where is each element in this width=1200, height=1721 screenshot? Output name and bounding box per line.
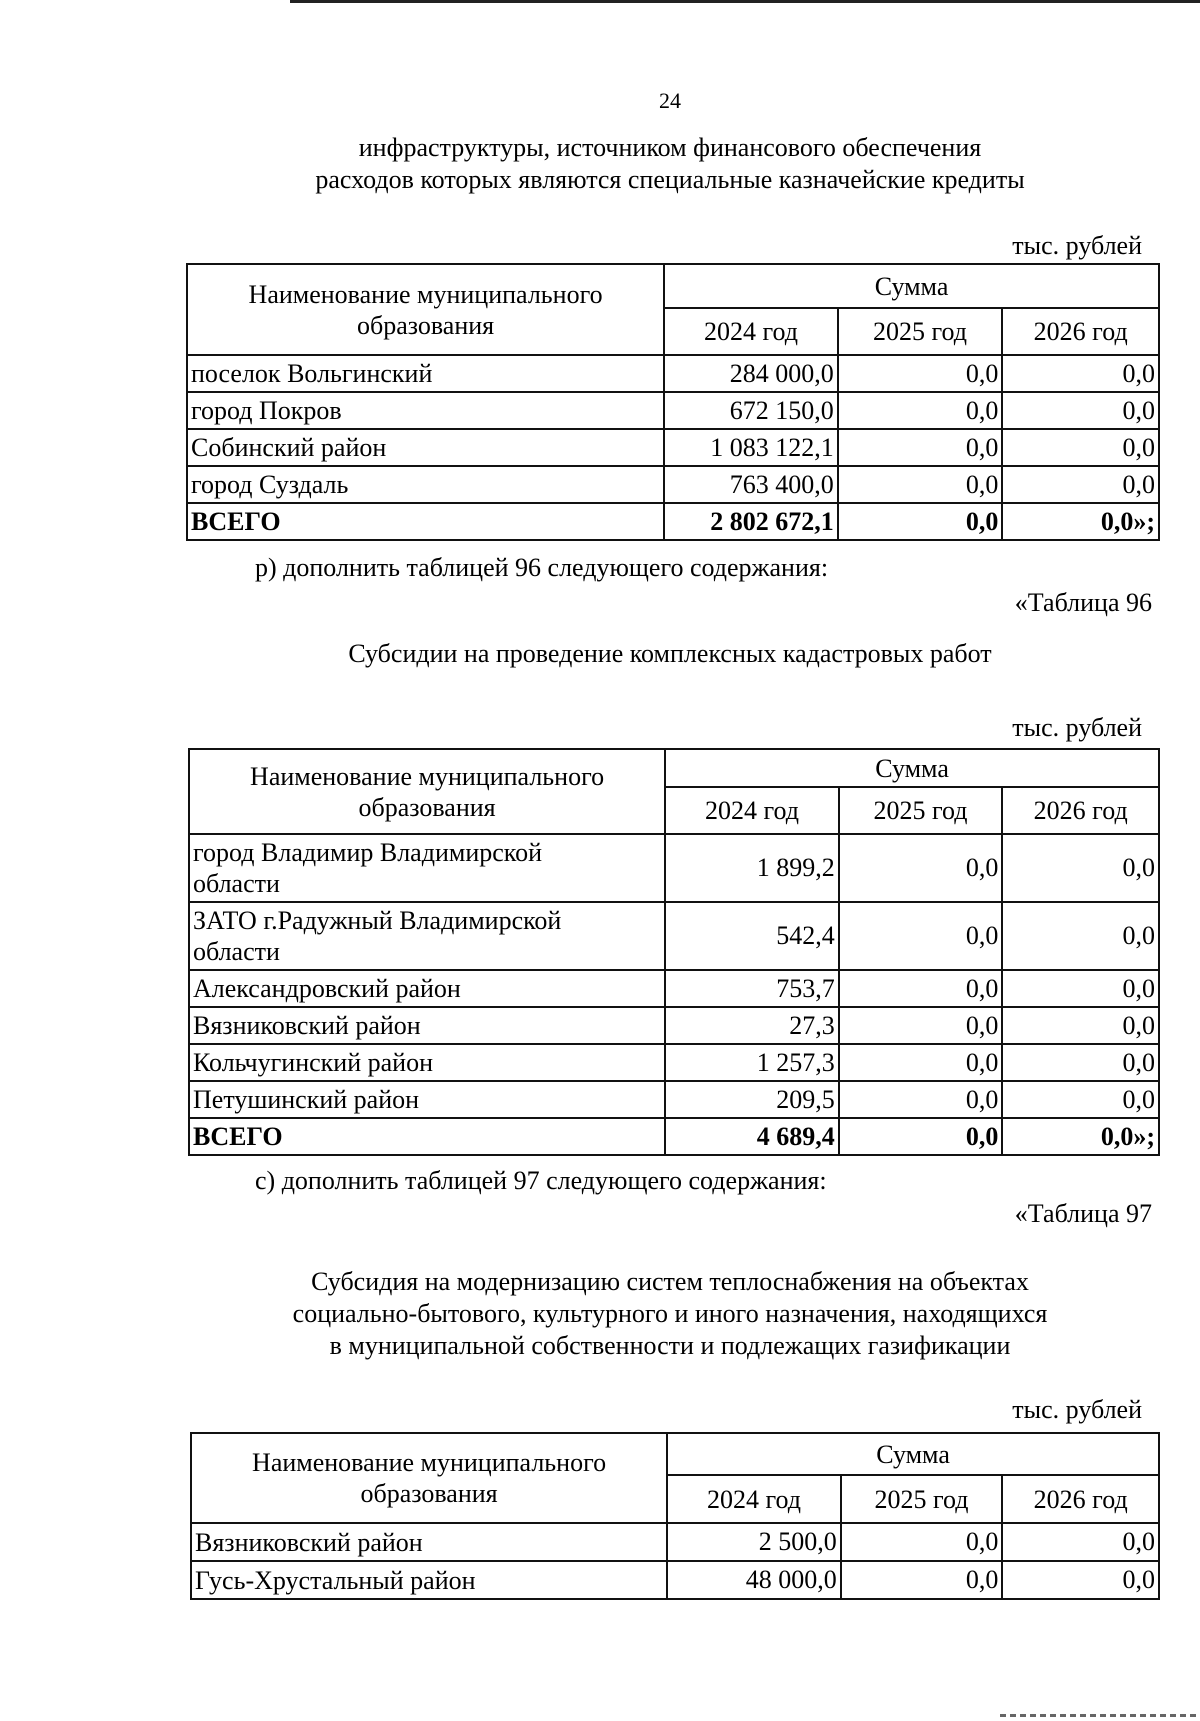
- cell-2026: 0,0: [1002, 902, 1159, 970]
- total-2026: [1002, 503, 1159, 540]
- cell-2025: 0,0: [841, 1523, 1003, 1561]
- cell-2025: 0,0: [839, 1007, 1003, 1044]
- title-line: в муниципальной собственности и подлежащих газификации: [329, 1331, 1011, 1360]
- cell-2025: 0,0: [839, 902, 1003, 970]
- row-name: город Покров: [187, 392, 664, 429]
- table-row: [189, 970, 1159, 1007]
- total-2026-value: 0,0: [1100, 1121, 1134, 1151]
- table-97: [190, 1432, 1160, 1600]
- table-row: [189, 1044, 1159, 1081]
- title-line: расходов которых являются специальные казначейские кредиты: [315, 165, 1025, 194]
- cell-2024: 542,4: [665, 902, 839, 970]
- row-name: Собинский район: [187, 429, 664, 466]
- cell-2024: 1 083 122,1: [664, 429, 838, 466]
- cell-2025: 0,0: [838, 429, 1003, 466]
- row-name: Гусь-Хрустальный район: [191, 1561, 667, 1599]
- cell-2026: 0,0: [1002, 834, 1159, 902]
- table-96: [188, 748, 1160, 1156]
- cell-2024: 753,7: [665, 970, 839, 1007]
- table-96-title: Субсидии на проведение комплексных кадастровых работ: [348, 639, 992, 668]
- table-row: [189, 834, 1159, 902]
- unit-label: тыс. рублей: [1012, 713, 1142, 742]
- table-row: [187, 355, 1159, 392]
- cell-2026: 0,0: [1002, 392, 1159, 429]
- cell-2025: 0,0: [841, 1561, 1003, 1599]
- top-border-line: [290, 0, 1200, 3]
- cell-2025: 0,0: [838, 466, 1003, 503]
- table-row: [191, 1561, 1159, 1599]
- total-2025: 0,0: [839, 1118, 1003, 1155]
- table-total-row: [187, 503, 1159, 540]
- unit-label: тыс. рублей: [1012, 1395, 1142, 1424]
- cell-2026: 0,0: [1002, 1523, 1159, 1561]
- paragraph-s: с) дополнить таблицей 97 следующего содержания:: [255, 1166, 827, 1195]
- cell-2026: 0,0: [1002, 1007, 1159, 1044]
- header-sum: Сумма: [664, 264, 1159, 308]
- header-name-col: Наименование муниципального образования: [189, 749, 665, 834]
- title-line: социально-бытового, культурного и иного назначения, находящихся: [292, 1299, 1048, 1328]
- header-year: 2026 год: [1002, 787, 1159, 834]
- table-row: [189, 1007, 1159, 1044]
- table-row: [187, 392, 1159, 429]
- closing-quote: »;: [1133, 506, 1155, 536]
- scan-edge-mark: [1000, 1714, 1200, 1717]
- row-name: Петушинский район: [189, 1081, 665, 1118]
- total-2025: 0,0: [838, 503, 1003, 540]
- cell-2025: 0,0: [839, 834, 1003, 902]
- header-year: 2026 год: [1002, 308, 1159, 355]
- cell-2024: 1 257,3: [665, 1044, 839, 1081]
- closing-quote: »;: [1133, 1121, 1155, 1151]
- cell-2025: 0,0: [839, 970, 1003, 1007]
- cell-2025: 0,0: [839, 1044, 1003, 1081]
- table-row: [189, 1081, 1159, 1118]
- header-year: 2026 год: [1002, 1475, 1159, 1523]
- header-year: 2025 год: [841, 1475, 1003, 1523]
- total-2024: 2 802 672,1: [664, 503, 838, 540]
- header-year: 2025 год: [838, 308, 1003, 355]
- cell-2024: 763 400,0: [664, 466, 838, 503]
- table-row: [187, 466, 1159, 503]
- row-name: город Суздаль: [187, 466, 664, 503]
- table-97-title: [190, 1266, 1150, 1362]
- table-97-body: [191, 1523, 1159, 1599]
- total-label: ВСЕГО: [189, 1118, 665, 1155]
- cell-2025: 0,0: [838, 355, 1003, 392]
- unit-label: тыс. рублей: [1012, 231, 1142, 260]
- cell-2024: 2 500,0: [667, 1523, 841, 1561]
- cell-2026: 0,0: [1002, 466, 1159, 503]
- cell-2026: 0,0: [1002, 1044, 1159, 1081]
- cell-2024: 27,3: [665, 1007, 839, 1044]
- title-line: инфраструктуры, источником финансового обеспечения: [358, 133, 982, 162]
- header-sum: Сумма: [667, 1433, 1159, 1475]
- cell-2026: 0,0: [1002, 429, 1159, 466]
- paragraph-r: р) дополнить таблицей 96 следующего содержания:: [255, 553, 829, 582]
- total-label: ВСЕГО: [187, 503, 664, 540]
- table-95-body: [187, 355, 1159, 540]
- table-row: [191, 1523, 1159, 1561]
- header-year: 2024 год: [665, 787, 839, 834]
- row-name: ЗАТО г.Радужный Владимирской области: [189, 902, 665, 970]
- total-2026-value: 0,0: [1100, 506, 1134, 536]
- cell-2026: 0,0: [1002, 355, 1159, 392]
- table-95: [186, 263, 1160, 541]
- header-name-col: Наименование муниципального образования: [191, 1433, 667, 1523]
- title-line: Субсидия на модернизацию систем теплоснабжения на объектах: [311, 1267, 1029, 1296]
- row-name: поселок Вольгинский: [187, 355, 664, 392]
- table-97-label: «Таблица 97: [1014, 1199, 1152, 1228]
- header-year: 2025 год: [839, 787, 1003, 834]
- row-name: город Владимир Владимирской области: [189, 834, 665, 902]
- table-row: [189, 902, 1159, 970]
- cell-2025: 0,0: [838, 392, 1003, 429]
- header-year: 2024 год: [667, 1475, 841, 1523]
- cell-2024: 284 000,0: [664, 355, 838, 392]
- table-total-row: [189, 1118, 1159, 1155]
- table-row: [187, 429, 1159, 466]
- total-2026: [1002, 1118, 1159, 1155]
- row-name: Вязниковский район: [189, 1007, 665, 1044]
- row-name: Александровский район: [189, 970, 665, 1007]
- cell-2024: 1 899,2: [665, 834, 839, 902]
- row-name: Кольчугинский район: [189, 1044, 665, 1081]
- page-number: 24: [659, 88, 681, 113]
- cell-2024: 672 150,0: [664, 392, 838, 429]
- cell-2024: 209,5: [665, 1081, 839, 1118]
- cell-2026: 0,0: [1002, 970, 1159, 1007]
- header-sum: Сумма: [665, 749, 1159, 787]
- table-96-body: [189, 834, 1159, 1155]
- header-year: 2024 год: [664, 308, 838, 355]
- cell-2026: 0,0: [1002, 1561, 1159, 1599]
- table95-title-continuation: [190, 132, 1150, 196]
- table-96-label: «Таблица 96: [1014, 588, 1152, 617]
- cell-2025: 0,0: [839, 1081, 1003, 1118]
- cell-2024: 48 000,0: [667, 1561, 841, 1599]
- cell-2026: 0,0: [1002, 1081, 1159, 1118]
- header-name-col: Наименование муниципального образования: [187, 264, 664, 355]
- row-name: Вязниковский район: [191, 1523, 667, 1561]
- total-2024: 4 689,4: [665, 1118, 839, 1155]
